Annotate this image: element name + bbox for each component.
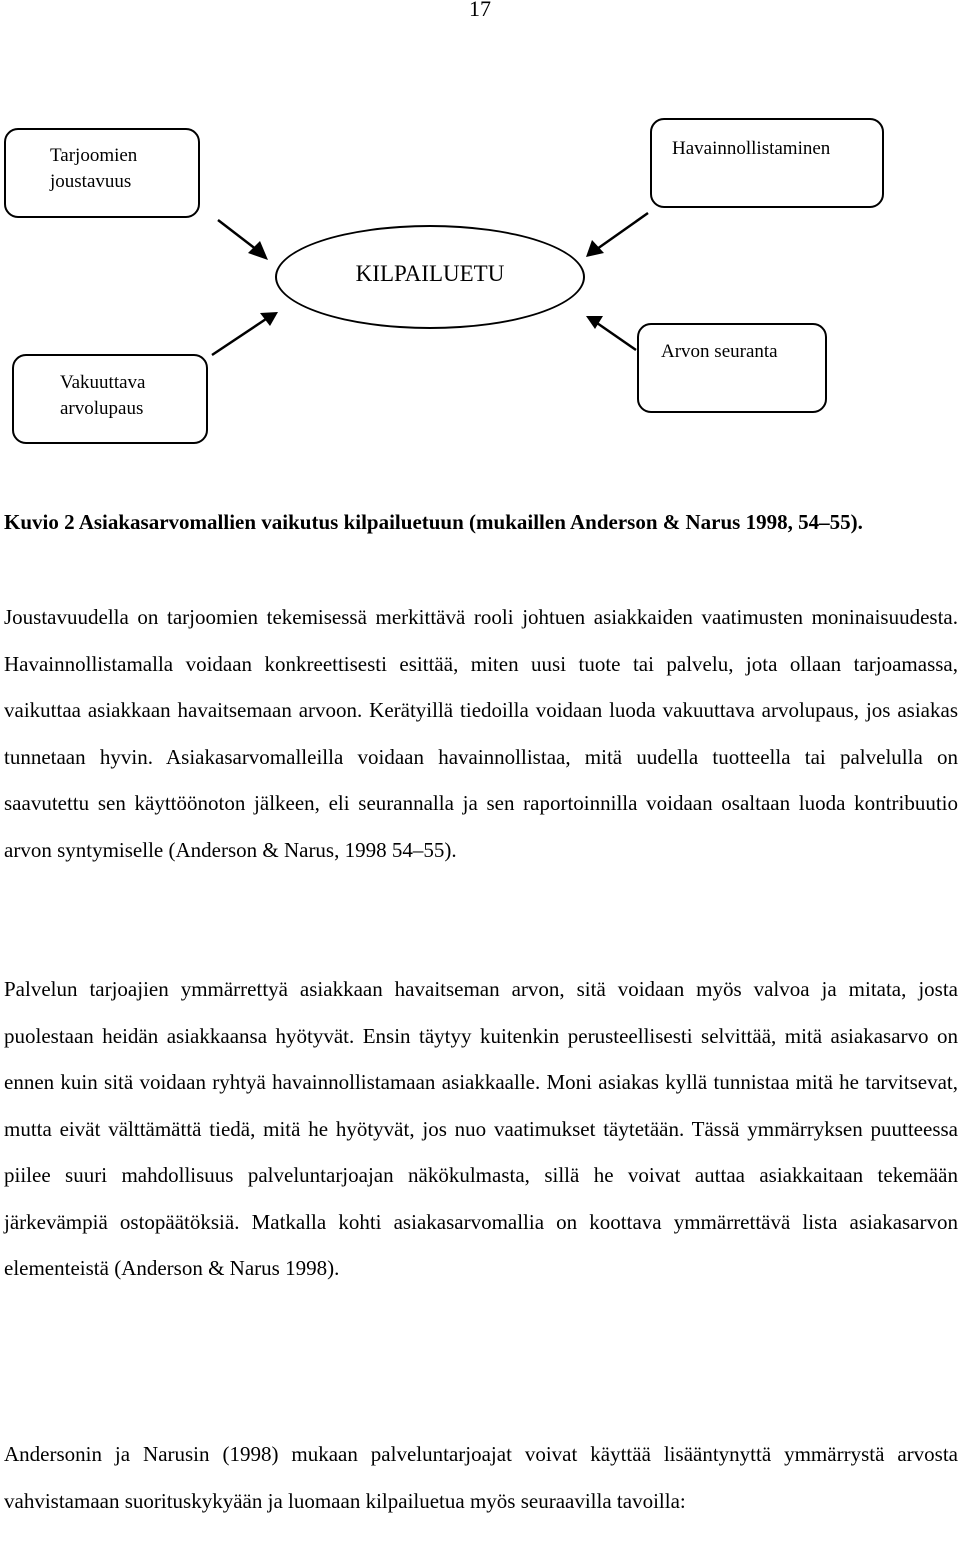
paragraph-3: Andersonin ja Narusin (1998) mukaan palveluntarjoajat voivat käyttää lisääntynyttä ymmärrystä arvosta vahvistamaan suorituskykyään ja luomaan kilpailuetua myös seuraavilla tavoilla: <box>4 1442 958 1513</box>
arrow-bottom-right-head <box>586 316 603 329</box>
box-havainnollistaminen-label: Havainnollistaminen <box>672 138 831 159</box>
arrow-bottom-right-line <box>597 323 636 350</box>
arrow-top-right-line <box>597 213 648 249</box>
arrow-top-right-head <box>586 240 604 257</box>
box-tarjoomien-joustavuus <box>4 128 200 218</box>
box-havainnollistaminen <box>650 118 884 208</box>
figure-caption: Kuvio 2 Asiakasarvomallien vaikutus kilpailuetuun (mukaillen Anderson & Narus 1998, 54–55). <box>4 510 863 534</box>
box-tarjoomien-line-1: Tarjoomien <box>50 145 138 166</box>
arrow-bottom-left-line <box>212 319 266 355</box>
ellipse-kilpailuetu <box>275 225 585 329</box>
page-number: 17 <box>469 0 491 21</box>
box-vakuuttava-line-1: Vakuuttava <box>60 372 146 393</box>
box-vakuuttava-arvolupaus <box>12 354 208 444</box>
paragraph-1: Joustavuudella on tarjoomien tekemisessä merkittävä rooli johtuen asiakkaiden vaatimusten moninaisuudesta. Havainnollistamalla voidaan konkreettisesti esittää, miten uusi tuote tai palvelu, jota ollaan tarjoamassa, vaikuttaa asiakkaan havaitsemaan arvoon. Kerätyillä tiedoilla voidaan luoda vakuuttava arvolupaus, jos asiakas tunnetaan hyvin. Asiakasarvomalleilla voidaan havainnollistaa, mitä uudella tuotteella tai palvelulla on saavutettu sen käyttöönoton jälkeen, eli seurannalla ja sen raportoinnilla voidaan osaltaan luoda kontribuutio arvon syntymiselle (Anderson & Narus, 1998 54–55). <box>4 605 958 862</box>
box-arvon-seuranta <box>637 323 827 413</box>
arrow-bottom-left-head <box>260 312 278 326</box>
arrow-top-left-line <box>218 220 257 250</box>
box-vakuuttava-line-2: arvolupaus <box>60 398 144 419</box>
ellipse-kilpailuetu-label: KILPAILUETU <box>355 261 505 286</box>
competitive-advantage-diagram <box>0 110 960 450</box>
paragraph-2: Palvelun tarjoajien ymmärrettyä asiakkaan havaitseman arvon, sitä voidaan myös valvoa ja mitata, josta puolestaan heidän asiakkaansa hyötyvät. Ensin täytyy kuitenkin perusteellisesti selvittää, mitä asiakasarvo on ennen kuin sitä voidaan ryhtyä havainnollistamaan asiakkaalle. Moni asiakas kyllä tunnistaa mitä he tarvitsevat, mutta eivät välttämättä tiedä, mitä he hyötyvät, jos nuo vaatimukset täytetään. Tässä ymmärryksen puutteessa piilee suuri mahdollisuus palveluntarjoajan näkökulmasta, sillä he voivat auttaa asiakkaitaan tekemään järkevämpiä ostopäätöksiä. Matkalla kohti asiakasarvomallia on koottava ymmärrettävä lista asiakasarvon elementeistä (Anderson & Narus 1998). <box>4 977 958 1280</box>
box-arvon-seuranta-label: Arvon seuranta <box>661 341 778 362</box>
box-tarjoomien-line-2: joustavuus <box>50 171 132 192</box>
